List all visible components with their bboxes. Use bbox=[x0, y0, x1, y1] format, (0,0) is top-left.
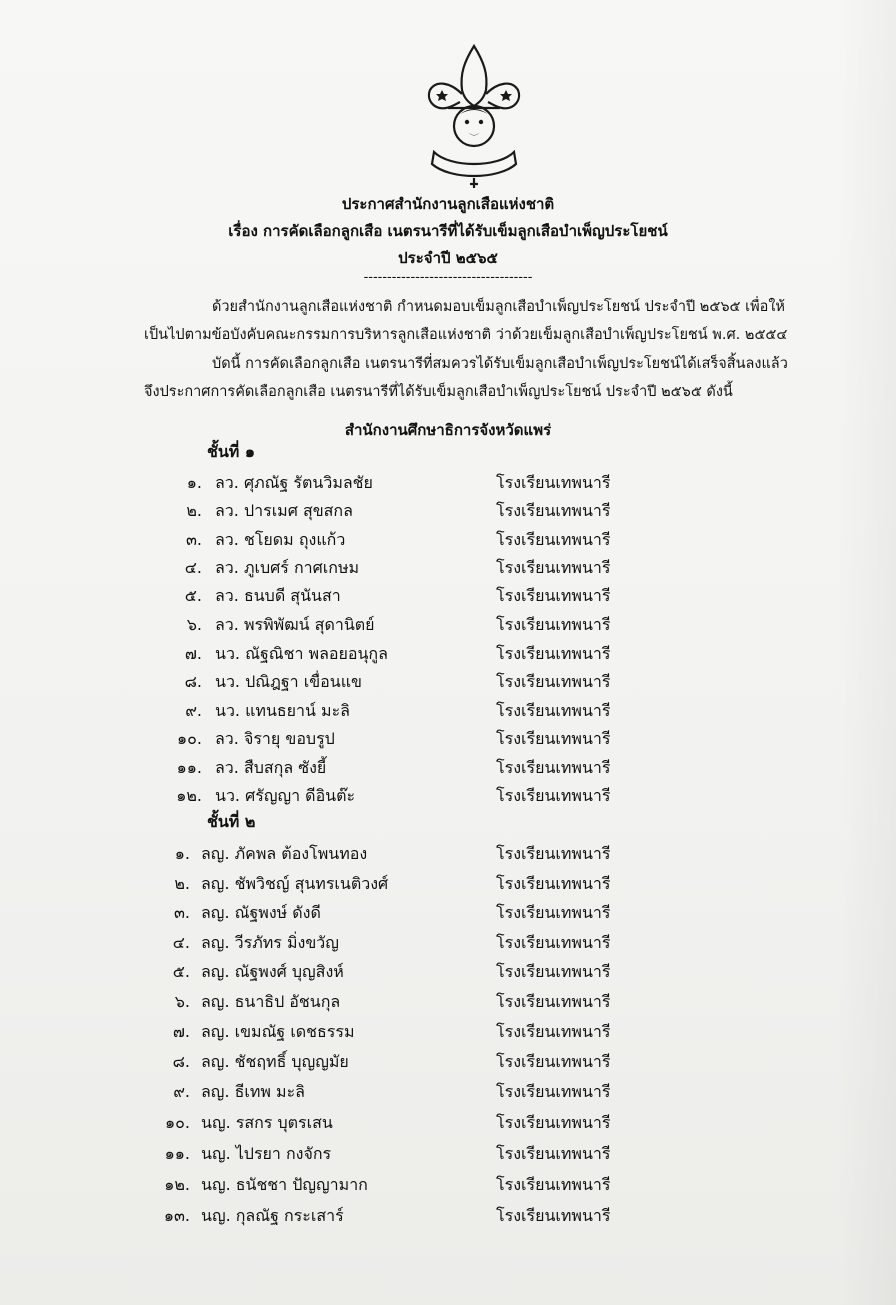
item-number: ๘. bbox=[184, 672, 202, 691]
school-name: โรงเรียนเทพนารี bbox=[496, 729, 611, 748]
list-item bbox=[0, 584, 896, 610]
scout-name: ลว. ชโยดม ถุงแก้ว bbox=[215, 530, 346, 549]
list-item bbox=[0, 471, 896, 497]
item-number: ๘. bbox=[172, 1052, 190, 1071]
item-number: ๑๒. bbox=[164, 1175, 190, 1194]
list-item bbox=[0, 613, 896, 639]
scout-name: นญ. ธนัชชา ปัญญามาก bbox=[201, 1175, 368, 1194]
item-number: ๔. bbox=[184, 558, 202, 577]
school-name: โรงเรียนเทพนารี bbox=[496, 962, 611, 981]
item-number: ๒. bbox=[174, 874, 190, 893]
list-item bbox=[0, 990, 896, 1016]
item-number: ๗. bbox=[184, 644, 202, 663]
scout-name: ลญ. ณัฐพงษ์ ดังดี bbox=[201, 903, 321, 922]
list-item bbox=[0, 756, 896, 782]
office-name: สำนักงานศึกษาธิการจังหวัดแพร่ bbox=[344, 421, 552, 439]
school-name: โรงเรียนเทพนารี bbox=[496, 473, 611, 492]
scout-name: นญ. ไปรยา กงจักร bbox=[201, 1144, 332, 1163]
school-name: โรงเรียนเทพนารี bbox=[496, 933, 611, 952]
list-item bbox=[0, 499, 896, 525]
item-number: ๑๓. bbox=[163, 1206, 190, 1225]
header-divider: ------------------------------------ bbox=[363, 270, 533, 285]
school-name: โรงเรียนเทพนารี bbox=[496, 1082, 611, 1101]
item-number: ๑๑. bbox=[176, 758, 202, 777]
list-item bbox=[0, 1050, 896, 1076]
list-item bbox=[0, 872, 896, 898]
item-number: ๕. bbox=[184, 586, 202, 605]
list-item bbox=[0, 699, 896, 725]
item-number: ๖. bbox=[174, 992, 190, 1011]
item-number: ๙. bbox=[173, 1082, 190, 1101]
list-item bbox=[0, 528, 896, 554]
list-item bbox=[0, 1111, 896, 1137]
school-name: โรงเรียนเทพนารี bbox=[496, 874, 611, 893]
scout-name: นว. ศรัญญา ดีอินต๊ะ bbox=[215, 786, 356, 805]
item-number: ๑๐. bbox=[164, 1113, 190, 1132]
item-number: ๔. bbox=[172, 933, 190, 952]
school-name: โรงเรียนเทพนารี bbox=[496, 644, 611, 663]
scout-name: นญ. รสกร บุตรเสน bbox=[201, 1113, 333, 1132]
item-number: ๗. bbox=[172, 1022, 190, 1041]
school-name: โรงเรียนเทพนารี bbox=[496, 1175, 611, 1194]
school-name: โรงเรียนเทพนารี bbox=[496, 530, 611, 549]
scout-emblem-icon bbox=[420, 40, 528, 190]
list-item bbox=[0, 1020, 896, 1046]
item-number: ๑๐. bbox=[176, 729, 202, 748]
scout-name: ลญ. เขมณัฐ เดชธรรม bbox=[201, 1022, 355, 1041]
school-name: โรงเรียนเทพนารี bbox=[496, 758, 611, 777]
school-name: โรงเรียนเทพนารี bbox=[496, 586, 611, 605]
announcement-year: ประจำปี ๒๕๖๕ bbox=[398, 249, 498, 267]
list-item bbox=[0, 931, 896, 957]
paragraph-1-line-1: ด้วยสำนักงานลูกเสือแห่งชาติ กำหนดมอบเข็มลูกเสือบำเพ็ญประโยชน์ ประจำปี ๒๕๖๕ เพื่อให้ bbox=[212, 299, 785, 315]
list-item bbox=[0, 1204, 896, 1230]
scout-name: ลญ. วีรภัทร มิ่งขวัญ bbox=[201, 933, 339, 952]
item-number: ๕. bbox=[172, 962, 190, 981]
scout-name: ลญ. ธีเทพ มะลิ bbox=[201, 1082, 305, 1101]
scout-name: ลว. สืบสกุล ซังยี้ bbox=[215, 758, 327, 777]
school-name: โรงเรียนเทพนารี bbox=[496, 786, 611, 805]
school-name: โรงเรียนเทพนารี bbox=[496, 1022, 611, 1041]
item-number: ๖. bbox=[186, 615, 202, 634]
school-name: โรงเรียนเทพนารี bbox=[496, 501, 611, 520]
list-item bbox=[0, 960, 896, 986]
school-name: โรงเรียนเทพนารี bbox=[496, 672, 611, 691]
scout-name: ลว. พรพิพัฒน์ สุดานิตย์ bbox=[215, 615, 375, 634]
school-name: โรงเรียนเทพนารี bbox=[496, 844, 611, 863]
scout-name: ลญ. ภัคพล ต้องโพนทอง bbox=[201, 844, 368, 863]
scout-name: ลว. ศุภณัฐ รัตนวิมลชัย bbox=[215, 473, 373, 492]
scout-name: ลญ. ธนาธิป อัชนกุล bbox=[201, 992, 341, 1011]
scout-name: ลญ. ชัพวิชญ์ สุนทรเนติวงศ์ bbox=[201, 874, 389, 893]
paragraph-2-line-2: จึงประกาศการคัดเลือกลูกเสือ เนตรนารีที่ได้รับเข็มลูกเสือบำเพ็ญประโยชน์ ประจำปี ๒๕๖๕ ดังนี้ bbox=[144, 384, 733, 400]
school-name: โรงเรียนเทพนารี bbox=[496, 1206, 611, 1225]
scout-name: ลว. ธนบดี สุนันสา bbox=[215, 586, 341, 605]
item-number: ๑. bbox=[174, 844, 190, 863]
scout-name: นว. ณัฐณิชา พลอยอนุกูล bbox=[215, 644, 388, 663]
list-item bbox=[0, 784, 896, 810]
item-number: ๙. bbox=[185, 701, 202, 720]
list-item bbox=[0, 670, 896, 696]
school-name: โรงเรียนเทพนารี bbox=[496, 701, 611, 720]
announcement-title: ประกาศสำนักงานลูกเสือแห่งชาติ bbox=[341, 195, 555, 213]
list-item bbox=[0, 727, 896, 753]
list-item bbox=[0, 642, 896, 668]
school-name: โรงเรียนเทพนารี bbox=[496, 903, 611, 922]
section-heading-2: ชั้นที่ ๒ bbox=[207, 812, 256, 831]
scout-name: ลว. จิรายุ ขอบรูป bbox=[215, 729, 335, 748]
list-item bbox=[0, 1080, 896, 1106]
item-number: ๑. bbox=[186, 473, 202, 492]
list-item bbox=[0, 842, 896, 868]
scout-name: ลญ. ชัชฤทธิ์ บุญญมัย bbox=[201, 1052, 349, 1071]
list-item bbox=[0, 901, 896, 927]
item-number: ๑๒. bbox=[176, 786, 202, 805]
school-name: โรงเรียนเทพนารี bbox=[496, 615, 611, 634]
school-name: โรงเรียนเทพนารี bbox=[496, 1144, 611, 1163]
scout-name: นว. แทนธยาน์ มะลิ bbox=[215, 701, 350, 720]
item-number: ๒. bbox=[186, 501, 202, 520]
item-number: ๑๑. bbox=[164, 1144, 190, 1163]
scout-name: นว. ปณิฎฐา เขื่อนแข bbox=[215, 672, 362, 691]
item-number: ๓. bbox=[185, 530, 202, 549]
school-name: โรงเรียนเทพนารี bbox=[496, 992, 611, 1011]
paragraph-1-line-2: เป็นไปตามข้อบังคับคณะกรรมการบริหารลูกเสือแห่งชาติ ว่าด้วยเข็มลูกเสือบำเพ็ญประโยชน์ พ.ศ. ๒๕๕๔ bbox=[144, 327, 788, 343]
paragraph-2-line-1: บัดนี้ การคัดเลือกลูกเสือ เนตรนารีที่สมควรได้รับเข็มลูกเสือบำเพ็ญประโยชน์ได้เสร็จสิ้นลงแล้ว bbox=[212, 356, 788, 372]
item-number: ๓. bbox=[173, 903, 190, 922]
scout-name: ลว. ปารเมศ สุขสกล bbox=[215, 501, 353, 520]
scout-name: นญ. กุลณัฐ กระเสาร์ bbox=[201, 1206, 344, 1225]
list-item bbox=[0, 1173, 896, 1199]
list-item bbox=[0, 556, 896, 582]
school-name: โรงเรียนเทพนารี bbox=[496, 1113, 611, 1132]
scout-name: ลว. ภูเบศร์ กาศเกษม bbox=[215, 558, 360, 577]
scout-name: ลญ. ณัฐพงศ์ บุญสิงห์ bbox=[201, 962, 344, 981]
school-name: โรงเรียนเทพนารี bbox=[496, 1052, 611, 1071]
school-name: โรงเรียนเทพนารี bbox=[496, 558, 611, 577]
announcement-subject: เรื่อง การคัดเลือกลูกเสือ เนตรนารีที่ได้รับเข็มลูกเสือบำเพ็ญประโยชน์ bbox=[228, 222, 668, 240]
section-heading-1: ชั้นที่ ๑ bbox=[207, 442, 256, 461]
list-item bbox=[0, 1142, 896, 1168]
